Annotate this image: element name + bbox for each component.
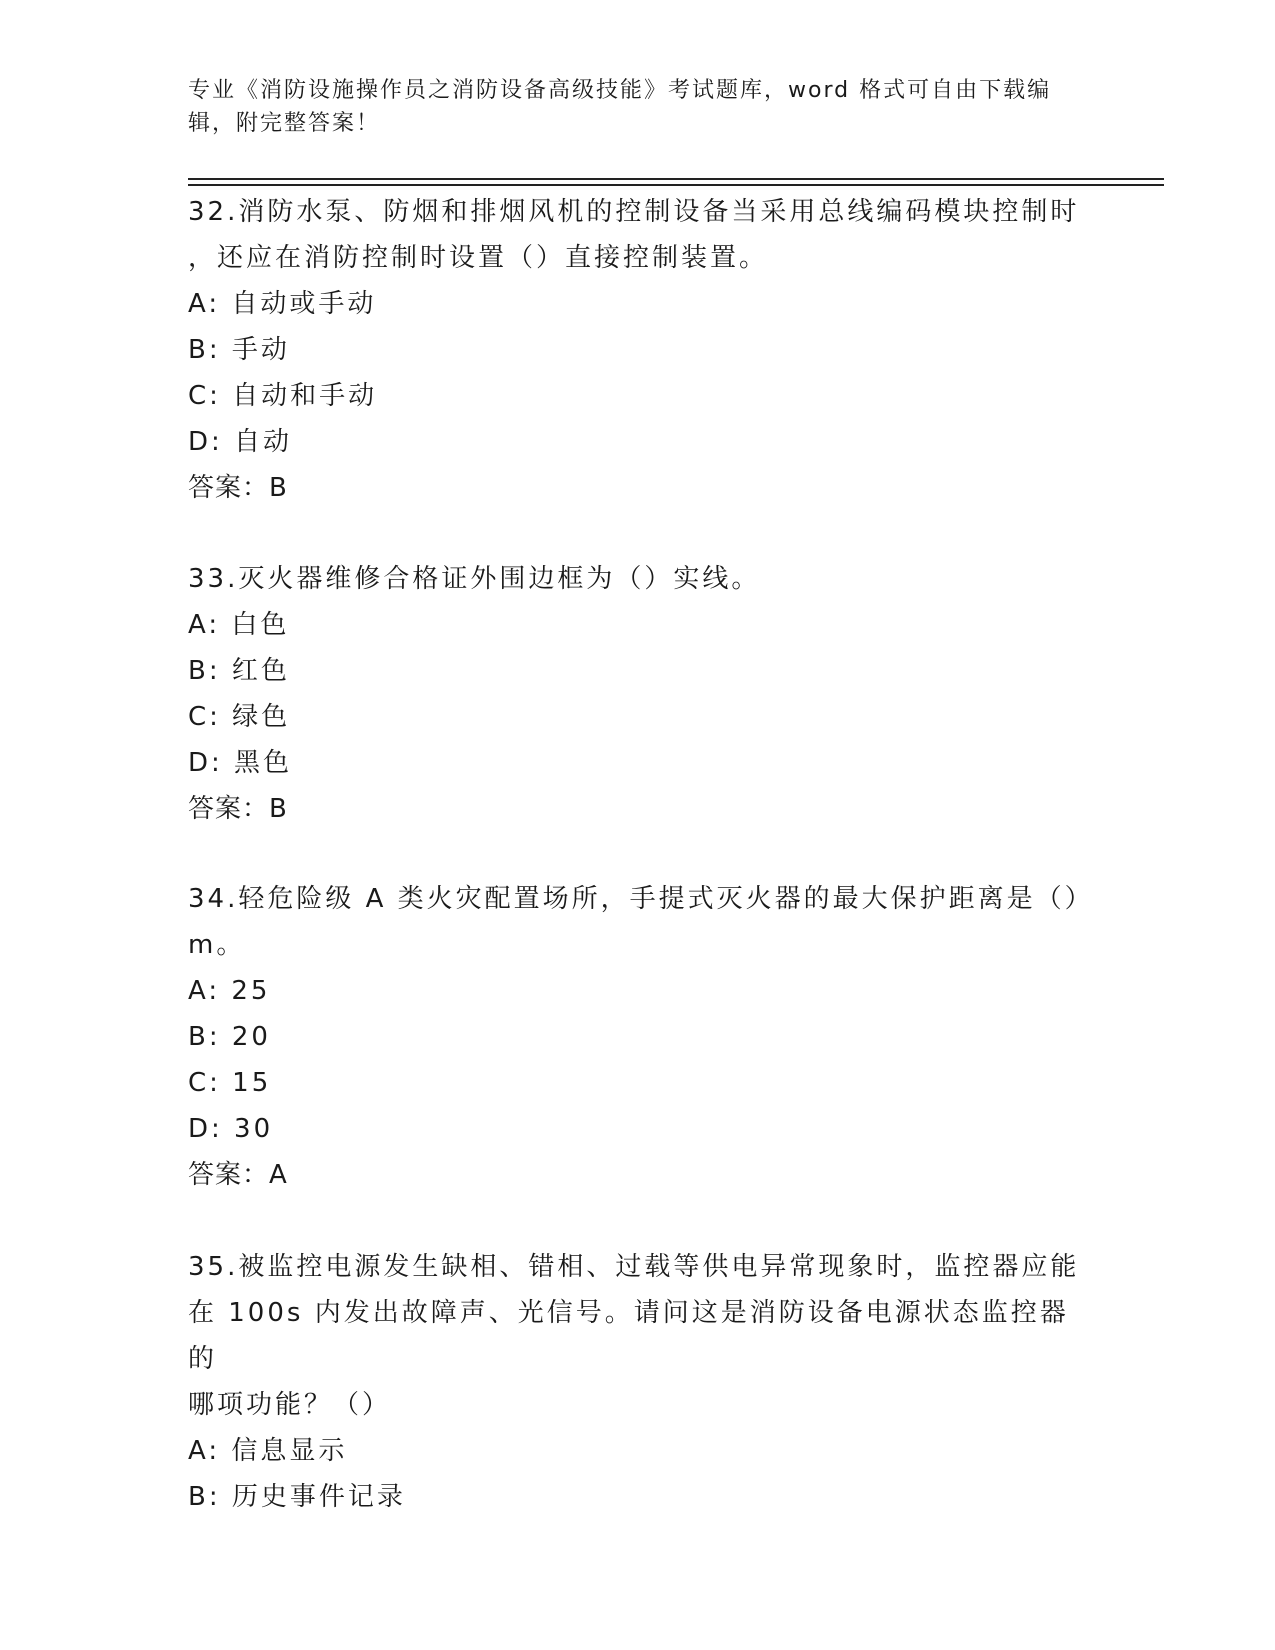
- question-stem-line: 35.被监控电源发生缺相、错相、过载等供电异常现象时，监控器应能: [188, 1252, 1080, 1282]
- question-stem-line: 哪项功能？（）: [188, 1390, 392, 1420]
- question-stem-line: 32.消防水泵、防烟和排烟风机的控制设备当采用总线编码模块控制时: [188, 197, 1080, 227]
- answer: 答案：A: [188, 1160, 288, 1190]
- document-header: [188, 74, 1088, 140]
- option-b: B: 手动: [188, 335, 290, 365]
- option-a: A: 白色: [188, 610, 290, 640]
- question-stem-line: 33.灭火器维修合格证外围边框为（）实线。: [188, 564, 761, 594]
- option-c: C: 自动和手动: [188, 381, 378, 411]
- question-stem-line: m。: [188, 930, 246, 960]
- header-divider-bottom: [188, 184, 1164, 186]
- option-d: D: 自动: [188, 427, 293, 457]
- header-divider-top: [188, 178, 1164, 180]
- option-b: B: 历史事件记录: [188, 1482, 406, 1512]
- option-d: D: 黑色: [188, 748, 293, 778]
- question-33: [188, 556, 1088, 832]
- question-stem-line: 在 100s 内发出故障声、光信号。请问这是消防设备电源状态监控器的: [188, 1298, 1069, 1374]
- answer: 答案：B: [188, 794, 288, 824]
- option-c: C: 绿色: [188, 702, 291, 732]
- option-c: C: 15: [188, 1068, 272, 1098]
- question-34: [188, 876, 1094, 1198]
- question-stem-line: 34.轻危险级 A 类火灾配置场所，手提式灭火器的最大保护距离是（）: [188, 884, 1094, 914]
- option-d: D: 30: [188, 1114, 274, 1144]
- answer: 答案：B: [188, 473, 288, 503]
- option-a: A: 25: [188, 976, 271, 1006]
- option-a: A: 自动或手动: [188, 289, 377, 319]
- question-35: [188, 1244, 1088, 1520]
- option-a: A: 信息显示: [188, 1436, 348, 1466]
- question-stem-line: ，还应在消防控制时设置（）直接控制装置。: [188, 243, 769, 273]
- header-line-2: 辑，附完整答案！: [188, 111, 381, 136]
- header-line-1: 专业《消防设施操作员之消防设备高级技能》考试题库，word 格式可自由下载编: [188, 78, 1052, 103]
- option-b: B: 红色: [188, 656, 290, 686]
- question-32: [188, 189, 1088, 511]
- option-b: B: 20: [188, 1022, 271, 1052]
